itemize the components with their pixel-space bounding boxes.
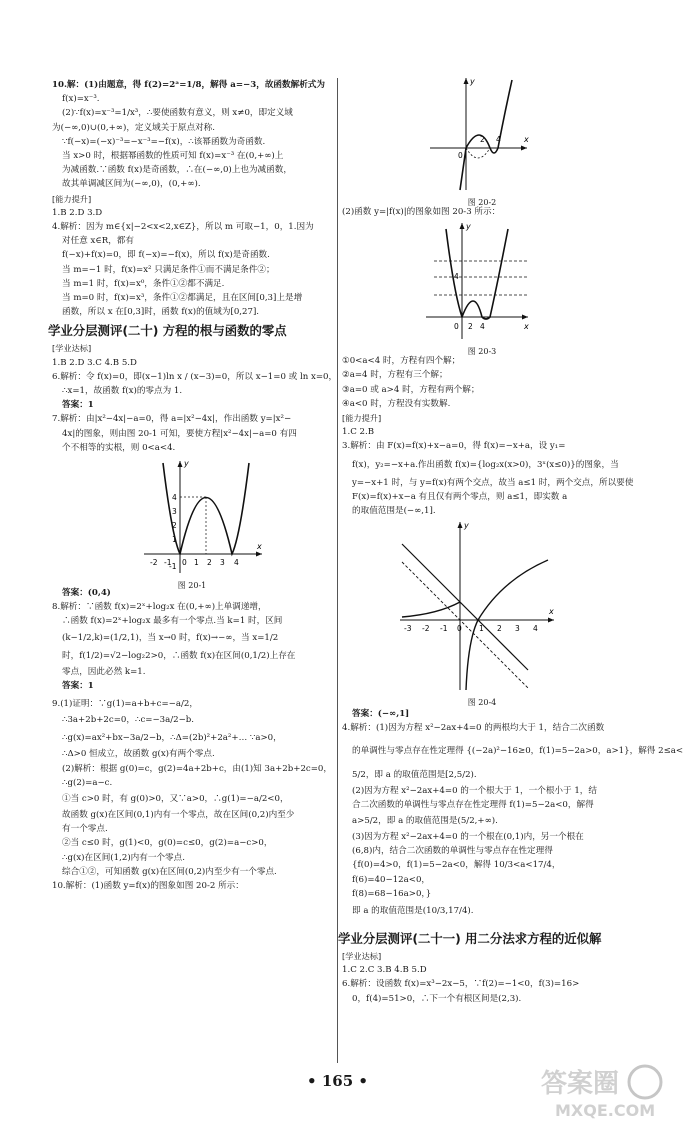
tick-label: 2	[172, 521, 177, 531]
text-line: 的单调性与零点存在性定理得 {(−2a)²−16≥0，f(1)=5−2a>0，a>1}，解得 2≤a<	[352, 745, 683, 756]
tick-label: 2	[207, 558, 212, 568]
text-line: 为(−∞,0)∪(0,+∞)，定义域关于原点对称.	[52, 122, 215, 133]
answer-line: 1.B 2.D 3.D	[52, 207, 103, 218]
text-line: ④a<0 时，方程没有实数解.	[342, 398, 451, 409]
text-line: 5/2，即 a 的取值范围是[2,5/2).	[352, 769, 477, 780]
text-line: F(x)=f(x)+x−a 有且仅有两个零点，则 a≤1，即实数 a	[352, 491, 568, 502]
tick-label: 0	[454, 322, 459, 332]
tick-label: 4	[496, 135, 501, 144]
curve-3-pow-x	[402, 602, 460, 617]
text-line: ∴函数 f(x)=2ˣ+log₂x 最多有一个零点.当 k=1 时，区间	[62, 616, 283, 627]
graph-abs-fx	[342, 221, 622, 341]
text-line: f(−x)+f(x)=0，即 f(−x)=−f(x)，所以 f(x)是奇函数.	[62, 250, 270, 261]
text-line: 10.解：(1)由题意，得 f(2)=2ᵃ=1/8，解得 a=−3，故函数解析式为	[52, 80, 325, 90]
curve-fx	[460, 80, 512, 190]
text-line: 个不相等的实根，则 0<a<4.	[62, 442, 176, 453]
text-line: ②当 c≤0 时，g(1)<0，g(0)=c≤0，g(2)=a−c>0，	[62, 838, 273, 849]
tick-label: 3	[515, 624, 520, 634]
figure-20-2	[342, 76, 622, 208]
axis-label-x: x	[549, 607, 554, 617]
section-tag: [学业达标]	[342, 951, 382, 962]
watermark-logo	[537, 1062, 667, 1120]
text-line: 时，f(1/2)=√2−log₂2>0，∴函数 f(x)在区间(0,1/2)上存在	[62, 650, 296, 661]
axis-label-x: x	[257, 542, 262, 552]
text-line: (2)解析：根据 g(0)=c，g(2)=4a+2b+c，由(1)知 3a+2b+2c=0，	[62, 763, 332, 774]
tick-label: 1	[479, 624, 484, 634]
page-number: • 165 •	[307, 1072, 368, 1090]
tick-label: 1	[172, 535, 177, 545]
section-tag: [能力提升]	[52, 193, 92, 204]
axis-label-x: x	[524, 322, 529, 332]
text-line: 9.(1)证明：∵g(1)=a+b+c=−a/2，	[52, 699, 198, 710]
text-line: 当 m=−1 时，f(x)=x² 只满足条件①而不满足条件②；	[62, 264, 275, 275]
watermark-cn: 答案圈	[541, 1069, 620, 1099]
section-tag: [学业达标]	[52, 343, 92, 354]
text-line: 合二次函数的单调性与零点存在性定理得 f(1)=5−2a<0，解得	[352, 799, 594, 810]
text-line: 的取值范围是(−∞,1].	[352, 506, 436, 517]
column-divider	[337, 78, 338, 1063]
tick-label: 2	[468, 322, 473, 332]
line-y-neg-x-plus-1	[402, 544, 528, 670]
tick-label: 4	[172, 493, 177, 503]
text-line: 故其单调减区间为(−∞,0)，(0,+∞).	[62, 179, 201, 190]
text-line: a>5/2，即 a 的取值范围是(5/2,+∞).	[352, 816, 498, 827]
graph-intersections	[342, 520, 622, 692]
axis-label-y: y	[464, 521, 469, 531]
section-tag: [能力提升]	[342, 413, 382, 424]
tick-label: 3	[172, 507, 177, 517]
tick-label: 4	[533, 624, 538, 634]
text-line: 零点，因此必然 k=1.	[62, 666, 146, 677]
graph-abs-quadratic	[52, 457, 332, 575]
tick-label: 1	[194, 558, 199, 568]
text-line: 当 m=0 时，f(x)=x³，条件①②都满足，且在区间[0,3]上是增	[62, 293, 303, 304]
tick-label: 0	[182, 558, 187, 568]
text-line: 3.解析：由 F(x)=f(x)+x−a=0，得 f(x)=−x+a，设 y₁=	[342, 441, 566, 452]
answer-line: 1.B 2.D 3.C 4.B 5.D	[52, 357, 137, 368]
text-line: 8.解析：∵函数 f(x)=2ˣ+log₂x 在(0,+∞)上单调递增，	[52, 602, 267, 613]
figure-20-4	[342, 520, 622, 706]
text-line: 即 a 的取值范围是(10/3,17/4).	[352, 906, 474, 917]
graph-fx	[342, 76, 622, 192]
answer-line: 答案：(0,4)	[62, 588, 111, 599]
axis-label-y: y	[470, 77, 475, 86]
right-column	[338, 77, 683, 1006]
section-title: 学业分层测评(二十一) 用二分法求方程的近似解	[338, 931, 602, 947]
answer-line: 答案：1	[62, 680, 94, 691]
text-line: ∴g(2)=a−c.	[62, 777, 113, 788]
text-line: (2)函数 y=|f(x)|的图象如图 20-3 所示：	[342, 207, 501, 217]
tick-label: 2	[480, 135, 485, 144]
tick-label: 2	[497, 624, 502, 634]
tick-label: -1	[169, 562, 177, 572]
text-line: ∴3a+2b+2c=0，∴c=−3a/2−b.	[62, 715, 195, 726]
tick-label: 0	[458, 151, 463, 160]
answer-line: 答案：(−∞,1]	[352, 709, 410, 720]
axis-label-y: y	[184, 459, 189, 469]
section-title: 学业分层测评(二十) 方程的根与函数的零点	[48, 323, 287, 339]
text-line: ∵f(−x)=(−x)⁻³=−x⁻³=−f(x)，∴该幂函数为奇函数.	[62, 136, 266, 147]
text-line: ∴x=1，故函数 f(x)的零点为 1.	[62, 386, 183, 397]
text-line: 故函数 g(x)在区间(0,1)内有一个零点，故在区间(0,2)内至少	[62, 809, 295, 820]
text-line: 10.解析：(1)函数 y=f(x)的图象如图 20-2 所示：	[52, 880, 244, 891]
text-line: ①0<a<4 时，方程有四个解；	[342, 356, 461, 367]
figure-20-3	[342, 221, 622, 357]
text-line: ∴g(x)在区间(1,2)内有一个零点.	[62, 852, 185, 863]
axis-label-y: y	[466, 222, 471, 232]
text-line: (2)因为方程 x²−2ax+4=0 的一个根大于 1，一个根小于 1，结	[352, 785, 597, 796]
text-line: f(6)=40−12a<0，	[352, 874, 431, 885]
tick-label: 4	[480, 322, 485, 332]
text-line: 0，f(4)=51>0，∴下一个有根区间是(2,3).	[352, 993, 522, 1004]
text-line: 4x|的图象，则由图 20-1 可知，要使方程|x²−4x|−a=0 有四	[62, 428, 297, 439]
tick-label: -2	[150, 558, 158, 568]
text-line: f(x)=x⁻³.	[62, 94, 100, 105]
tick-label: 4	[234, 558, 239, 568]
text-line: 4.解析：(1)因为方程 x²−2ax+4=0 的两根均大于 1，结合二次函数	[342, 723, 605, 734]
left-column	[48, 78, 338, 893]
figure-20-1	[52, 457, 332, 591]
tick-label: 4	[454, 272, 459, 282]
text-line: 有一个零点.	[62, 824, 108, 835]
text-line: ∴g(x)=ax²+bx−3a/2−b，∴Δ=(2b)²+2a²+… ∵a>0，	[62, 733, 282, 744]
text-line: 4.解析：因为 m∈{x|−2<x<2,x∈Z}，所以 m 可取−1，0，1.因为	[52, 222, 314, 233]
tick-label: -1	[440, 624, 448, 634]
figure-caption: 图 20-3	[467, 347, 497, 357]
text-line: f(x)，y₂=−x+a.作出函数 f(x)={log₂x(x>0)，3ˣ(x≤0)}的图象，当	[352, 459, 619, 470]
tick-label: -3	[404, 624, 412, 634]
text-line: (3)因为方程 x²−2ax+4=0 的一个根在(0,1)内，另一个根在	[352, 832, 584, 843]
text-line: (2)∵f(x)=x⁻³=1/x³，∴要使函数有意义，则 x≠0，即定义域	[62, 108, 293, 119]
tick-label: -2	[422, 624, 430, 634]
text-line: 当 m=1 时，f(x)=x⁰，条件①②都不满足.	[62, 278, 225, 289]
tick-label: 0	[457, 624, 462, 634]
figure-caption: 图 20-2	[467, 198, 497, 208]
text-line: ∴Δ>0 恒成立，故函数 g(x)有两个零点.	[62, 749, 215, 760]
figure-caption: 图 20-4	[467, 698, 497, 708]
text-line: (k−1/2,k)=(1/2,1)，当 x→0 时，f(x)→−∞，当 x=1/2	[62, 632, 279, 643]
answer-line: 答案：1	[62, 400, 94, 411]
text-line: y=−x+1 时，与 y=f(x)有两个交点，故当 a≤1 时，两个交点，所以要使	[352, 477, 634, 488]
text-line: {f(0)=4>0，f(1)=5−2a<0，解得 10/3<a<17/4，	[352, 860, 561, 871]
text-line: f(8)=68−16a>0，}	[352, 888, 432, 899]
text-line: ③a=0 或 a>4 时，方程有两个解；	[342, 384, 480, 395]
text-line: 7.解析：由|x²−4x|−a=0，得 a=|x²−4x|，作出函数 y=|x²−	[52, 414, 292, 425]
text-line: 为减函数.∵函数 f(x)是奇函数，∴在(−∞,0)上也为减函数，	[62, 165, 292, 176]
text-line: (6,8)内，结合二次函数的单调性与零点存在性定理得	[352, 846, 553, 857]
text-line: 当 x>0 时，根据幂函数的性质可知 f(x)=x⁻³ 在(0,+∞)上	[62, 151, 284, 162]
text-line: ②a=4 时，方程有三个解；	[342, 370, 448, 381]
tick-label: 3	[220, 558, 225, 568]
figure-caption: 图 20-1	[177, 581, 207, 591]
watermark-en: MXQE.COM	[555, 1101, 656, 1120]
tick-label: -1	[164, 558, 172, 568]
text-line: 6.解析：令 f(x)=0，即(x−1)ln x / (x−3)=0，所以 x−1=0 或 ln x=0，	[52, 371, 338, 382]
axis-label-x: x	[524, 135, 529, 144]
text-line: 6.解析：设函数 f(x)=x³−2x−5，∵f(2)=−1<0，f(3)=16>	[342, 979, 580, 990]
text-line: 综合①②，可知函数 g(x)在区间(0,2)内至少有一个零点.	[62, 866, 277, 877]
text-line: 对任意 x∈R，都有	[62, 236, 134, 247]
answer-line: 1.C 2.B	[342, 427, 375, 438]
answer-line: 1.C 2.C 3.B 4.B 5.D	[342, 965, 427, 976]
text-line: 函数，所以 x 在[0,3]时，函数 f(x)的值域为[0,27].	[62, 307, 260, 318]
text-line: ①当 c>0 时，有 g(0)>0，又∵a>0，∴g(1)=−a/2<0，	[62, 793, 289, 804]
